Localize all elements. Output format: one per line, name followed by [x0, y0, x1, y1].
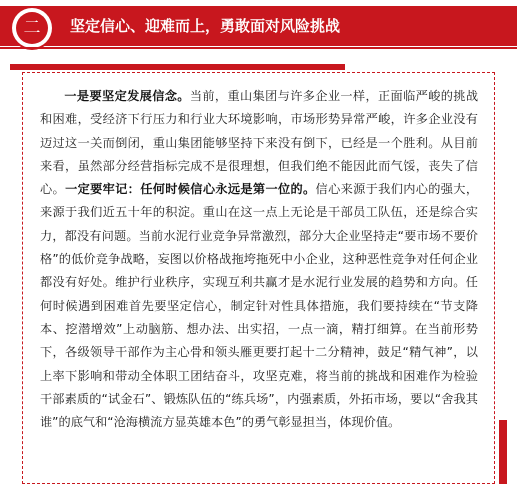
section-number-badge — [12, 8, 52, 48]
article-box — [22, 72, 495, 484]
article-text-part-1: 当前，重山集团与许多企业一样，正面临严峻的挑战和困难，受经济下行压力和行业大环境影响，市场形势异常严峻，许多企业没有迈过这一关而倒闭，重山集团能够坚持下来没有倒下，已经是一个胜利。从目前来看，虽然部分经营指标完成不是很理想，但我们绝不能因此而气馁，丧失了信心。 — [40, 89, 479, 197]
section-header-bar — [0, 6, 517, 46]
section-number: 二 — [16, 12, 48, 44]
lead-bold-text: 一是要坚定发展信念。 — [64, 89, 190, 103]
article-paragraph — [40, 85, 478, 434]
section-title: 坚定信心、迎难而上，勇敢面对风险挑战 — [70, 17, 341, 35]
header-underline — [0, 47, 517, 49]
article-text-part-2: 信心来源于我们内心的强大，来源于我们近五十年的积淀。重山在这一点上无论是干部员工队伍，还是综合实力，都没有问题。当前水泥行业竞争异常激烈，部分大企业坚持走“要市场不要价格”的低价竞争战略，妄图以价格战拖垮拖死中小企业，这种恶性竞争对任何企业都没有好处。维护行业秩序，实现互利共赢才是水泥行业发展的趋势和方向。任何时候遇到困难首先要坚定信心，制定针对性具体措施，我们要持续在“节支降本、挖潜增效”上动脑筋、想办法、出实招，一点一滴，精打细算。在当前形势下，各级领导干部作为主心骨和领头雁更要打起十二分精神，鼓足“精气神”，以上率下影响和带动全体职工团结奋斗，攻坚克难，将当前的挑战和困难作为检验干部素质的“试金石”、锻炼队伍的“练兵场”，内强素质，外拓市场，要以“舍我其谁”的底气和“沧海横流方显英雄本色”的勇气彰显担当，体现价值。 — [40, 182, 479, 430]
accent-bar-top-left — [10, 64, 345, 70]
accent-bar-bottom-right — [499, 420, 507, 484]
key-point-bold-text: 一定要牢记：任何时候信心永远是第一位的。 — [65, 182, 316, 197]
